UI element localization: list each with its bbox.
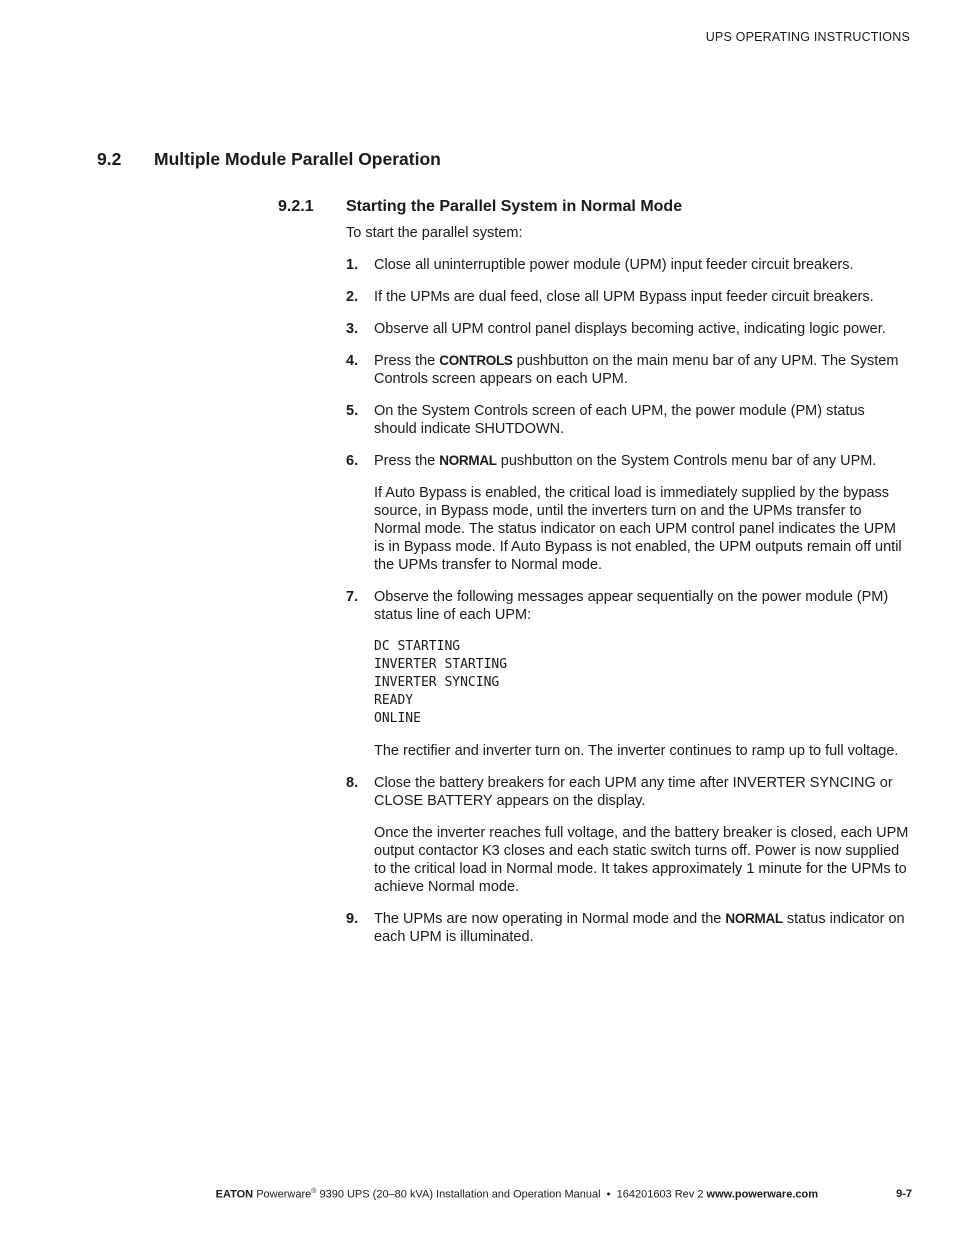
subsection-number: 9.2.1 <box>278 198 314 215</box>
step-note: Once the inverter reaches full voltage, and the battery breaker is closed, each UPM output contactor K3 closes and each static switch turns off. Power is now supplied to the critical load in Normal mode. It takes approximately 1 minute for the UPMs to achieve Normal mode. <box>374 825 909 895</box>
step-text: Observe all UPM control panel displays becoming active, indicating logic power. <box>374 321 886 337</box>
step-text-pre: The UPMs are now operating in Normal mode and the <box>374 911 726 927</box>
footer-product: Powerware <box>256 1188 312 1201</box>
registered-mark: ® <box>311 1188 317 1195</box>
step-number: 2. <box>346 289 359 305</box>
normal-indicator-label: NORMAL <box>725 911 783 926</box>
status-message: DC STARTING <box>374 639 461 654</box>
step-text: If the UPMs are dual feed, close all UPM Bypass input feeder circuit breakers. <box>374 289 874 305</box>
step-text <box>374 910 910 946</box>
section-number: 9.2 <box>97 149 122 169</box>
step-9 <box>346 910 910 946</box>
step-note: The rectifier and inverter turn on. The inverter continues to ramp up to full voltage. <box>374 743 899 759</box>
step-text-post: pushbutton on the main menu bar of any UPM. The System Controls screen appears on each UPM. <box>374 353 899 387</box>
step-text: Close the battery breakers for each UPM any time after INVERTER SYNCING or CLOSE BATTERY appears on the display. <box>374 775 893 809</box>
status-message: INVERTER SYNCING <box>374 675 500 690</box>
step-text <box>374 452 910 470</box>
step-text-post: pushbutton on the System Controls menu bar of any UPM. <box>496 453 877 469</box>
intro-text: To start the parallel system: <box>346 225 523 241</box>
subsection-title: Starting the Parallel System in Normal Mode <box>346 198 683 215</box>
step-number: 1. <box>346 257 359 273</box>
step-1 <box>346 256 910 274</box>
step-4 <box>346 352 910 388</box>
step-number: 6. <box>346 453 359 469</box>
step-text <box>374 352 910 388</box>
page-number: 9-7 <box>896 1188 912 1200</box>
step-text-pre: Press the <box>374 353 440 369</box>
step-number: 9. <box>346 911 359 927</box>
section-heading <box>97 149 441 170</box>
section-title: Multiple Module Parallel Operation <box>154 149 441 169</box>
step-3 <box>346 320 910 338</box>
footer-brand: EATON <box>215 1188 254 1201</box>
step-number: 7. <box>346 589 359 605</box>
step-2 <box>346 288 910 306</box>
step-text: Close all uninterruptible power module (UPM) input feeder circuit breakers. <box>374 257 854 273</box>
controls-pushbutton-label: CONTROLS <box>439 353 513 368</box>
status-message: ONLINE <box>374 711 421 726</box>
step-5 <box>346 402 910 438</box>
status-messages <box>374 638 910 728</box>
procedure-content <box>346 224 910 960</box>
footer-url: www.powerware.com <box>706 1188 818 1201</box>
footer-citation <box>216 1188 818 1201</box>
step-text: On the System Controls screen of each UPM, the power module (PM) status should indicate SHUTDOWN. <box>374 403 865 437</box>
step-6 <box>346 452 910 574</box>
step-number: 3. <box>346 321 359 337</box>
step-number: 4. <box>346 353 359 369</box>
step-text: Observe the following messages appear sequentially on the power module (PM) status line of each UPM: <box>374 589 889 623</box>
status-message: INVERTER STARTING <box>374 657 508 672</box>
step-number: 5. <box>346 403 359 419</box>
running-head: UPS OPERATING INSTRUCTIONS <box>705 30 910 44</box>
step-7 <box>346 588 910 760</box>
status-message: READY <box>374 693 414 708</box>
step-8 <box>346 774 910 896</box>
step-note: If Auto Bypass is enabled, the critical load is immediately supplied by the bypass source, in Bypass mode, until the inverters turn on and the UPMs transfer to Normal mode. The status indicator on each UPM control panel indicates the UPM is in Bypass mode. If Auto Bypass is not enabled, the UPM outputs remain off until the UPMs transfer to Normal mode. <box>374 485 902 573</box>
step-number: 8. <box>346 775 359 791</box>
footer-manual: 9390 UPS (20–80 kVA) Installation and Operation Manual • 164201603 Rev 2 <box>316 1188 707 1201</box>
step-text-pre: Press the <box>374 453 440 469</box>
normal-pushbutton-label: NORMAL <box>439 453 497 468</box>
subsection-heading <box>278 198 682 216</box>
step-text-post: status indicator on each UPM is illuminated. <box>374 911 905 945</box>
